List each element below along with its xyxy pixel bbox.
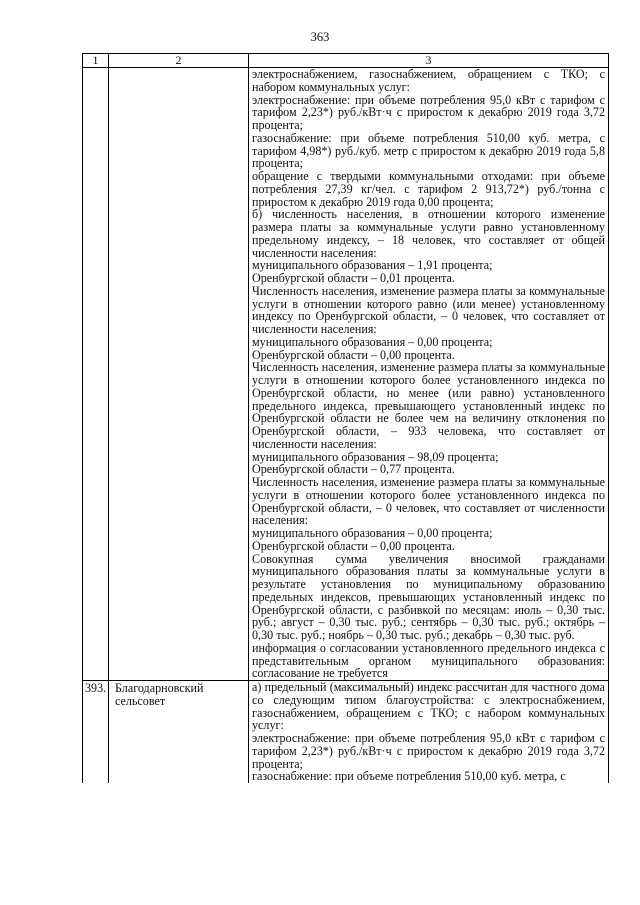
content-paragraph: Совокупная сумма увеличения вносимой гражданами муниципального образования платы за коммунальные услуги в результате установления по муниципальному образованию предельных индексов, превышающих установленный индекс по Оренбургской области, с разбивкой по месяцам: июль – 0,30 тыс. руб.; август – 0,30 тыс. руб.; сентябрь – 0,30 тыс. руб.; октябрь – 0,30 тыс. руб.; ноябрь – 0,30 тыс. руб.; декабрь – 0,30 тыс. руб.: [252, 551, 605, 642]
content-paragraph: информация о согласовании установленного предельного индекса с представительным органом муниципального образования: согласование не требуется: [252, 640, 605, 681]
content-paragraph: Оренбургской области – 0,00 процента.: [252, 538, 455, 553]
table-row: [83, 68, 609, 681]
content-paragraph: б) численность населения, в отношении которого изменение размера платы за коммунальные услуги равно установленному предельному индексу, – 18 человек, что составляет от общей численности населения:: [252, 207, 605, 260]
table-header-row: [83, 54, 609, 68]
content-paragraph: муниципального образования – 0,00 процента;: [252, 334, 493, 349]
content-paragraph: электроснабжением, газоснабжением, обращением с ТКО; с набором коммунальных услуг:: [252, 67, 605, 94]
column-header-3: 3: [249, 54, 609, 68]
row-number: [83, 68, 109, 681]
content-paragraph: обращение с твердыми коммунальными отходами: при объеме потребления 27,39 кг/чел. с тарифом 2 913,72*) руб./тонна с приростом к декабрю 2019 года 0,00 процента;: [252, 169, 605, 209]
content-paragraph: газоснабжение: при объеме потребления 510,00 куб. метра, с тарифом 4,98*) руб./куб. метр с приростом к декабрю 2019 года 5,8 процента;: [252, 130, 605, 171]
content-paragraph: Оренбургской области – 0,77 процента.: [252, 462, 455, 477]
content-paragraph: электроснабжение: при объеме потребления 95,0 кВт с тарифом с тарифом 2,23*) руб./кВт·ч с приростом к декабрю 2019 года 3,72 процента;: [252, 92, 605, 132]
content-paragraph: Численность населения, изменение размера платы за коммунальные услуги в отношении которого более установленного индекса по Оренбургской области, но менее (или равно) установленного предельного индекса, превышающего установленный индекс по Оренбургской области не более чем на величину отклонения по Оренбургской области, – 933 человека, что составляет от численности населения:: [252, 360, 605, 451]
content-paragraph: электроснабжение: при объеме потребления 95,0 кВт с тарифом с тарифом 2,23*) руб./кВт·ч с приростом к декабрю 2019 года 3,72 процента;: [252, 731, 605, 771]
column-header-1: 1: [83, 54, 109, 68]
column-header-2: 2: [109, 54, 249, 68]
municipality-name: Благодарновский сельсовет: [109, 681, 249, 784]
content-paragraph: Численность населения, изменение размера платы за коммунальные услуги в отношении которого равно (или менее) установленному индексу по Оренбургской области, – 0 человек, что составляет от численности населения:: [252, 283, 605, 336]
content-paragraph: Оренбургской области – 0,01 процента.: [252, 271, 455, 285]
content-paragraph: газоснабжение: при объеме потребления 510,00 куб. метра, с: [252, 769, 566, 784]
content-paragraph: Оренбургской области – 0,00 процента.: [252, 347, 455, 362]
row-content: [249, 68, 609, 681]
row-number: 393.: [83, 681, 109, 784]
row-content: [249, 681, 609, 784]
content-paragraph: а) предельный (максимальный) индекс рассчитан для частного дома со следующим типом благоустройства: с электроснабжением, газоснабжением, обращением с ТКО; с набором коммунальных услуг:: [252, 680, 605, 733]
table-row: [83, 681, 609, 784]
page-number: 363: [310, 30, 330, 44]
content-paragraph: Численность населения, изменение размера платы за коммунальные услуги в отношении которого более установленного индекса по Оренбургской области, – 0 человек, что составляет от численности населения:: [252, 475, 605, 528]
document-table: [82, 53, 609, 783]
municipality-name: [109, 68, 249, 681]
content-paragraph: муниципального образования – 0,00 процента;: [252, 526, 493, 540]
content-paragraph: муниципального образования – 1,91 процента;: [252, 258, 493, 273]
content-paragraph: муниципального образования – 98,09 процента;: [252, 449, 499, 464]
